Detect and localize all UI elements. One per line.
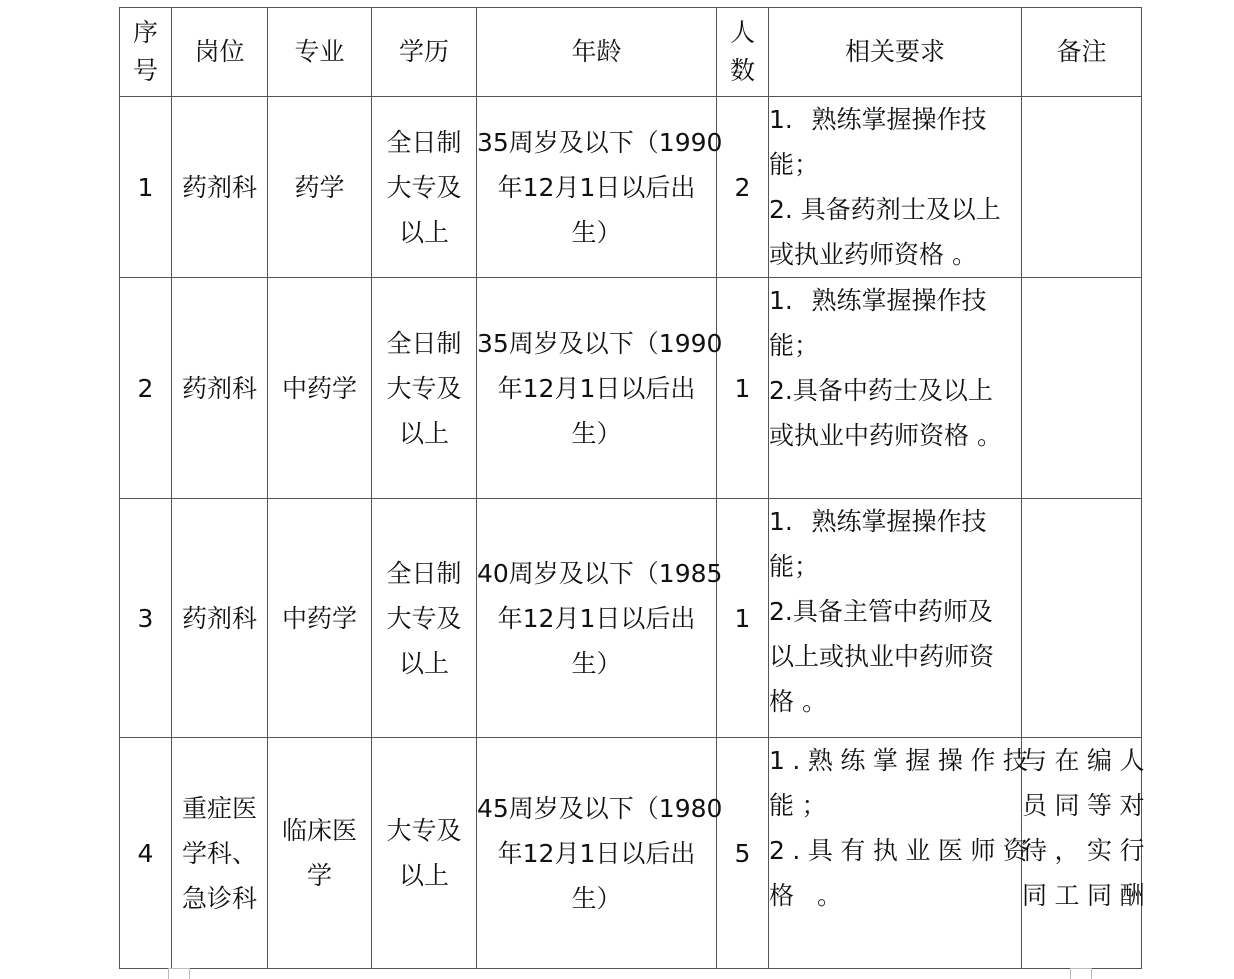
age-line: 生） [571, 648, 622, 678]
education-line: 以上 [398, 217, 449, 247]
cell-no: 4 [120, 738, 172, 969]
age-line: 35周岁及以下（1990 [477, 127, 723, 157]
table-row [120, 278, 1142, 499]
age-line: 35周岁及以下（1990 [477, 328, 723, 358]
requirement-text: 或执业中药师资格 。 [769, 421, 1002, 450]
header-count-line: 人 [729, 18, 755, 47]
post-line: 药剂科 [181, 603, 257, 633]
cell-education [372, 499, 477, 738]
post-line: 药剂科 [181, 373, 257, 403]
major-line: 中药学 [281, 373, 357, 403]
cell-requirements [769, 738, 1036, 969]
cell-count: 1 [717, 278, 769, 499]
cell-remarks [1022, 278, 1142, 499]
major-line: 中药学 [281, 603, 357, 633]
header-education: 学历 [372, 8, 477, 97]
requirement-text: 1.熟练掌握操作技 [769, 746, 1036, 775]
cell-no: 2 [120, 278, 172, 499]
education-line: 全日制 [386, 558, 462, 588]
age-line: 生） [571, 418, 622, 448]
cell-major [268, 97, 372, 278]
requirement-line [769, 873, 1021, 918]
requirement-number: 1. [769, 507, 793, 536]
education-line: 大专及 [386, 373, 462, 403]
requirement-text: 2.具备主管中药师及 [769, 597, 993, 626]
header-age: 年龄 [477, 8, 717, 97]
cell-education [372, 278, 477, 499]
major-line: 药学 [294, 172, 345, 202]
requirement-number: 1. [769, 286, 793, 315]
header-major: 专业 [268, 8, 372, 97]
header-remarks: 备注 [1022, 8, 1142, 97]
cell-education [372, 97, 477, 278]
header-count [717, 8, 769, 97]
post-line: 药剂科 [181, 172, 257, 202]
requirement-text: 能； [769, 552, 820, 581]
remark-line: 员同等对 [1022, 791, 1153, 820]
table-body [120, 97, 1153, 969]
cell-remarks [1022, 97, 1142, 278]
education-line: 大专及 [386, 172, 462, 202]
age-line: 年12月1日以后出 [497, 838, 696, 868]
requirement-line [769, 413, 1021, 458]
requirement-text: 能； [769, 331, 820, 360]
requirement-text: 熟练掌握操作技 [811, 286, 987, 315]
requirement-line [769, 783, 1021, 828]
education-line: 以上 [398, 418, 449, 448]
cell-remarks [1022, 738, 1153, 969]
requirement-line [769, 278, 1021, 323]
cell-count: 1 [717, 499, 769, 738]
cell-major [268, 499, 372, 738]
header-post: 岗位 [172, 8, 268, 97]
education-line: 全日制 [386, 328, 462, 358]
cell-age [477, 738, 723, 969]
header-no-line: 号 [132, 56, 158, 85]
cell-count: 2 [717, 97, 769, 278]
page-corner-mark-left [168, 968, 190, 979]
cell-education [372, 738, 477, 969]
requirement-text: 格 。 [769, 687, 827, 716]
cell-post [172, 97, 268, 278]
table-row [120, 499, 1142, 738]
requirement-line [769, 634, 1021, 679]
header-count-line: 数 [729, 56, 755, 85]
requirement-line [769, 679, 1021, 724]
table-row [120, 97, 1142, 278]
header-row [120, 8, 1142, 97]
requirement-line [769, 187, 1021, 232]
requirement-line [769, 738, 1036, 783]
requirement-text: 熟练掌握操作技 [811, 507, 987, 536]
remark-line: 待，实行 [1022, 836, 1153, 865]
requirement-text: 或执业药师资格 。 [769, 240, 977, 269]
table-row [120, 738, 1142, 969]
remark-line: 同工同酬 [1022, 881, 1153, 910]
age-line: 年12月1日以后出 [497, 373, 696, 403]
education-line: 大专及 [386, 816, 462, 845]
cell-age [477, 278, 723, 499]
requirement-text: 2. 具备药剂士及以上 [769, 195, 1001, 224]
page-corner-mark-right [1070, 968, 1092, 979]
education-line: 以上 [398, 861, 449, 890]
age-line: 45周岁及以下（1980 [477, 793, 723, 823]
cell-post [172, 499, 268, 738]
post-line: 重症医 [181, 793, 257, 823]
requirement-text: 2.具备中药士及以上 [769, 376, 993, 405]
cell-major [268, 738, 372, 969]
cell-remarks [1022, 499, 1142, 738]
cell-no: 1 [120, 97, 172, 278]
recruitment-table [119, 7, 1153, 969]
requirement-line [769, 97, 1021, 142]
cell-age [477, 499, 723, 738]
requirement-text: 2.具有执业医师资 [769, 836, 1036, 865]
education-line: 全日制 [386, 127, 462, 157]
requirement-line [769, 232, 1021, 277]
requirement-number: 1. [769, 105, 793, 134]
requirement-text: 格 。 [769, 881, 850, 910]
requirement-line [769, 142, 1021, 187]
requirement-line [769, 323, 1021, 368]
cell-post [172, 278, 268, 499]
requirement-text: 以上或执业中药师资 [769, 642, 995, 671]
header-no-line: 序 [132, 18, 158, 47]
post-line: 急诊科 [181, 883, 257, 913]
requirement-line [769, 368, 1021, 413]
cell-requirements [769, 499, 1022, 738]
cell-count: 5 [717, 738, 769, 969]
cell-no: 3 [120, 499, 172, 738]
cell-post [172, 738, 268, 969]
major-line: 临床医 [281, 816, 357, 845]
age-line: 生） [571, 883, 622, 913]
age-line: 年12月1日以后出 [497, 603, 696, 633]
cell-requirements [769, 97, 1022, 278]
cell-age [477, 97, 723, 278]
requirement-line [769, 544, 1021, 589]
post-line: 学科、 [181, 838, 257, 868]
age-line: 40周岁及以下（1985 [477, 558, 723, 588]
remark-line: 与在编人 [1022, 746, 1153, 775]
requirement-line [769, 499, 1021, 544]
age-line: 年12月1日以后出 [497, 172, 696, 202]
education-line: 以上 [398, 648, 449, 678]
header-no [120, 8, 172, 97]
header-requirements: 相关要求 [769, 8, 1022, 97]
requirement-line [769, 828, 1036, 873]
requirement-line [769, 589, 1021, 634]
age-line: 生） [571, 217, 622, 247]
requirement-text: 能； [769, 791, 835, 820]
major-line: 学 [306, 861, 332, 890]
requirement-text: 熟练掌握操作技 [811, 105, 987, 134]
cell-requirements [769, 278, 1022, 499]
cell-major [268, 278, 372, 499]
requirement-text: 能； [769, 150, 820, 179]
education-line: 大专及 [386, 603, 462, 633]
